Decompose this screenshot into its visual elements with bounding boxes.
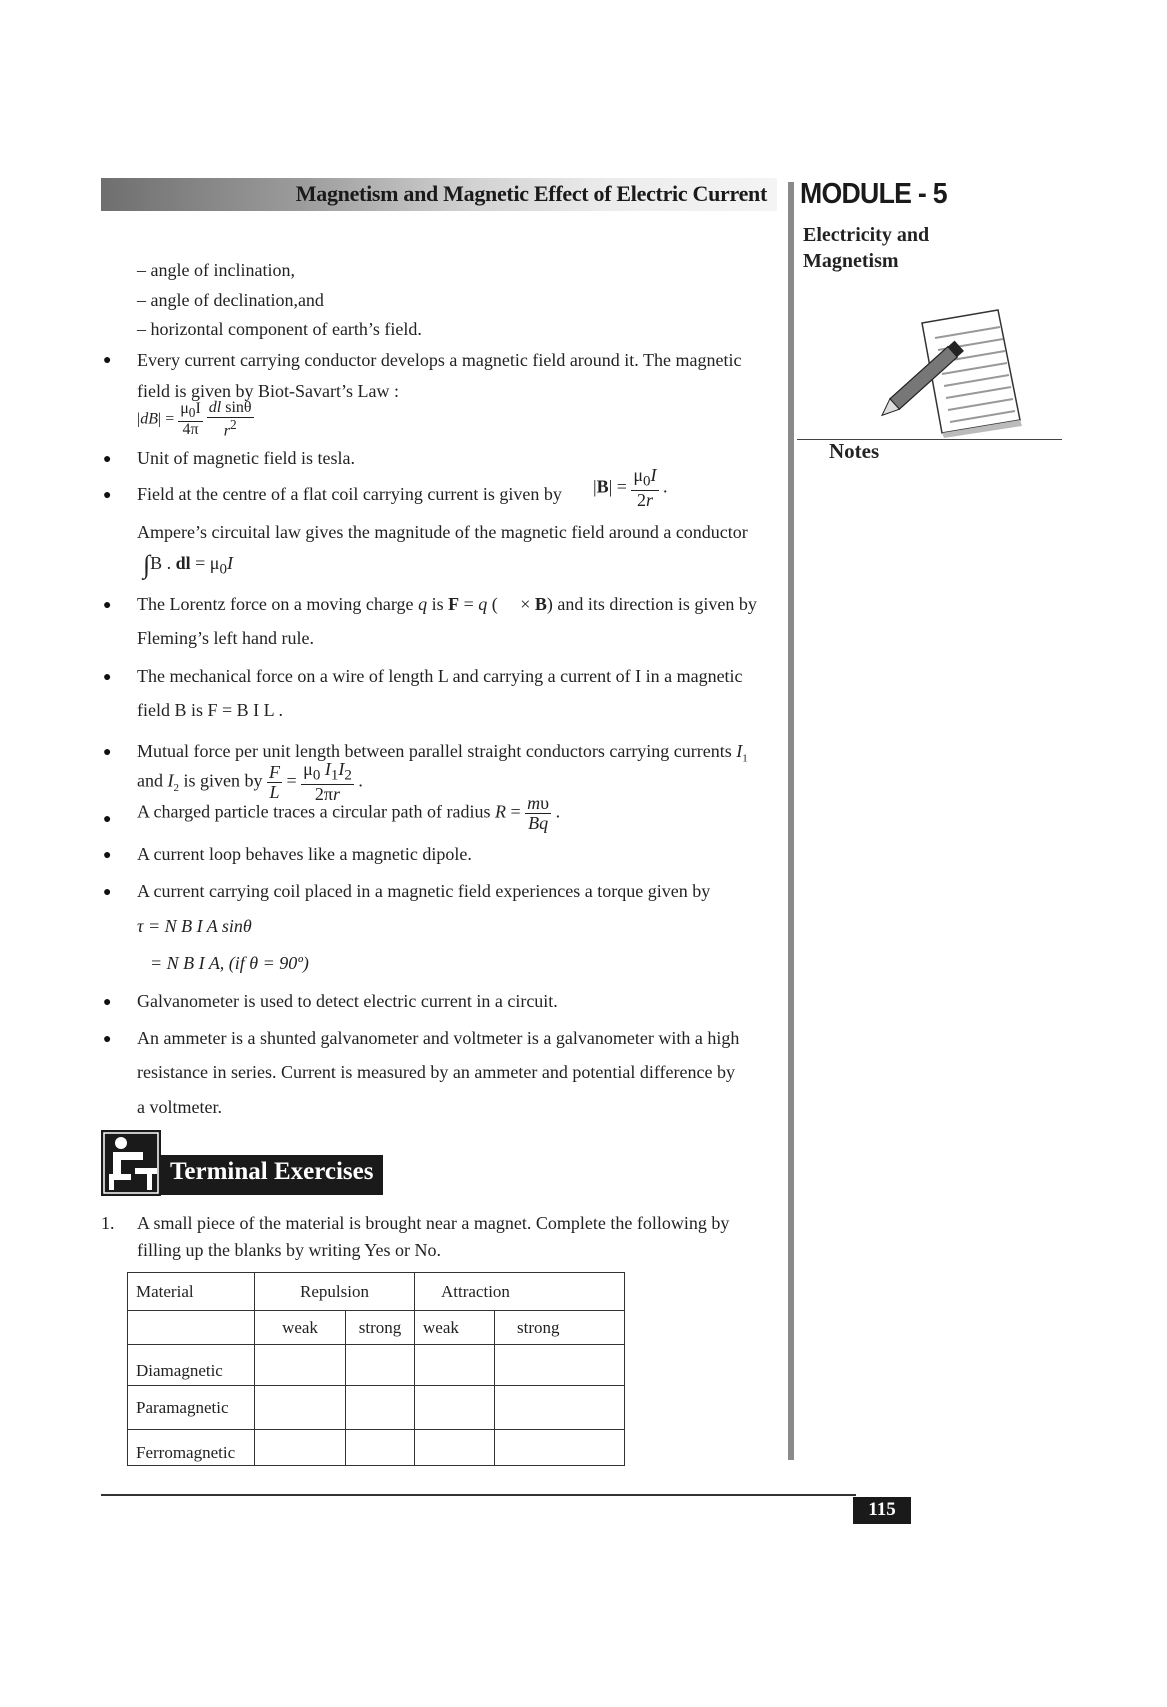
table-header-attraction: Attraction [415, 1273, 625, 1311]
flat-coil-formula: |B| = $\frac{\mu_0I}{2r}$ . [593, 465, 668, 511]
module-subtitle [803, 222, 929, 274]
torque-text: A current carrying coil placed in a magnetic field experiences a torque given by [137, 881, 711, 901]
biot-savart-formula: |dB| = $\frac{\mu_0I}{4\pi}$ $\frac{\text{dl sinθ}}{r^2}$ [137, 399, 252, 440]
table-row [128, 1345, 625, 1386]
bullet-icon: ● [103, 452, 112, 467]
table-row [128, 1386, 625, 1430]
tesla-unit-text: Unit of magnetic field is tesla. [137, 448, 355, 468]
module-subtitle-line1: Electricity and [803, 224, 930, 246]
table-subheader-strong: strong [495, 1311, 625, 1345]
table-subheader-strong: strong [346, 1311, 415, 1345]
module-title: MODULE - 5 [800, 178, 947, 210]
summary-dash-2: – angle of declination,and [137, 290, 324, 310]
ammeter-line1: An ammeter is a shunted galvanometer and voltmeter is a galvanometer with a high [137, 1028, 740, 1048]
mechanical-force-line1: The mechanical force on a wire of length L and carrying a current of I in a magnetic [137, 666, 743, 686]
page-header-title: Magnetism and Magnetic Effect of Electric Current [295, 181, 767, 206]
question-1-line1: A small piece of the material is brought near a magnet. Complete the following by [137, 1213, 730, 1233]
lorentz-force-line1: The Lorentz force on a moving charge q is F = q ( × B) and its direction is given by [137, 594, 757, 614]
mechanical-force-line2: field B is F = B I L . [137, 700, 283, 720]
magnetic-dipole-text: A current loop behaves like a magnetic dipole. [137, 844, 472, 864]
table-subheader-row [128, 1311, 625, 1345]
margin-divider [788, 182, 794, 1460]
table-row-label: Paramagnetic [128, 1386, 255, 1430]
notes-pencil-icon [880, 308, 1030, 438]
galvanometer-text: Galvanometer is used to detect electric current in a circuit. [137, 991, 558, 1011]
notes-label: Notes [829, 439, 880, 463]
biot-savart-line2: field is given by Biot-Savart’s Law : [137, 381, 399, 401]
table-header-repulsion: Repulsion [255, 1273, 415, 1311]
biot-savart-line1: Every current carrying conductor develops a magnetic field around it. The magnetic [137, 350, 742, 370]
table-row-label: Diamagnetic [128, 1345, 255, 1386]
lorentz-force-line2: Fleming’s left hand rule. [137, 628, 314, 648]
table-header-row [128, 1273, 625, 1311]
circular-path-text: A charged particle traces a circular path of radius R = $\frac{m\upsilon}{Bq}$ . [137, 793, 561, 833]
table-header-material: Material [128, 1273, 255, 1311]
table-cell [495, 1386, 625, 1430]
terminal-exercises-heading: Terminal Exercises [170, 1158, 374, 1185]
table-cell [346, 1430, 415, 1466]
table-cell [346, 1345, 415, 1386]
table-cell [415, 1345, 495, 1386]
bullet-icon: ● [103, 488, 112, 503]
bullet-icon: ● [103, 745, 112, 760]
bullet-icon: ● [103, 885, 112, 900]
summary-dash-1: – angle of inclination, [137, 260, 295, 280]
table-row-label: Ferromagnetic [128, 1430, 255, 1466]
table-cell [255, 1430, 346, 1466]
bullet-icon: ● [103, 995, 112, 1010]
question-number: 1. [101, 1213, 115, 1233]
mutual-force-line1: Mutual force per unit length between parallel straight conductors carrying currents $I_1$ [137, 741, 748, 765]
ammeter-line2: resistance in series. Current is measured by an ammeter and potential difference by [137, 1062, 735, 1082]
magnet-response-table [127, 1272, 625, 1466]
table-cell [346, 1386, 415, 1430]
table-cell [495, 1345, 625, 1386]
table-cell [415, 1386, 495, 1430]
bullet-icon: ● [103, 812, 112, 827]
table-subheader-weak: weak [415, 1311, 495, 1345]
ampere-law-formula: ∫B . dl = $\mu_0I$ [143, 550, 233, 579]
bullet-icon: ● [103, 353, 112, 368]
footer-rule [101, 1494, 856, 1496]
torque-formula-1: τ = N B I A sinθ [137, 916, 252, 936]
table-row [128, 1430, 625, 1466]
ammeter-line3: a voltmeter. [137, 1097, 222, 1117]
ampere-law-text: Ampere’s circuital law gives the magnitude of the magnetic field around a conductor [137, 522, 748, 542]
mutual-force-line2: and $I_2$ is given by $\frac{F}{L}$ = $\frac{\mu_0 I_1I_2}{2\pi r}$ . [137, 759, 363, 805]
table-cell [415, 1430, 495, 1466]
table-cell [128, 1311, 255, 1345]
header-band [101, 178, 777, 211]
student-desk-icon [101, 1130, 161, 1196]
bullet-icon: ● [103, 670, 112, 685]
bullet-icon: ● [103, 598, 112, 613]
torque-formula-2: = N B I A, (if θ = 90º) [150, 953, 309, 973]
question-1-line2: filling up the blanks by writing Yes or No. [137, 1240, 441, 1260]
table-cell [255, 1386, 346, 1430]
bullet-icon: ● [103, 1032, 112, 1047]
module-subtitle-line2: Magnetism [803, 250, 899, 272]
summary-dash-3: – horizontal component of earth’s field. [137, 319, 422, 339]
flat-coil-text: Field at the centre of a flat coil carrying current is given by [137, 484, 562, 504]
table-cell [495, 1430, 625, 1466]
table-subheader-weak: weak [255, 1311, 346, 1345]
bullet-icon: ● [103, 848, 112, 863]
page-number: 115 [868, 1499, 896, 1520]
table-cell [255, 1345, 346, 1386]
